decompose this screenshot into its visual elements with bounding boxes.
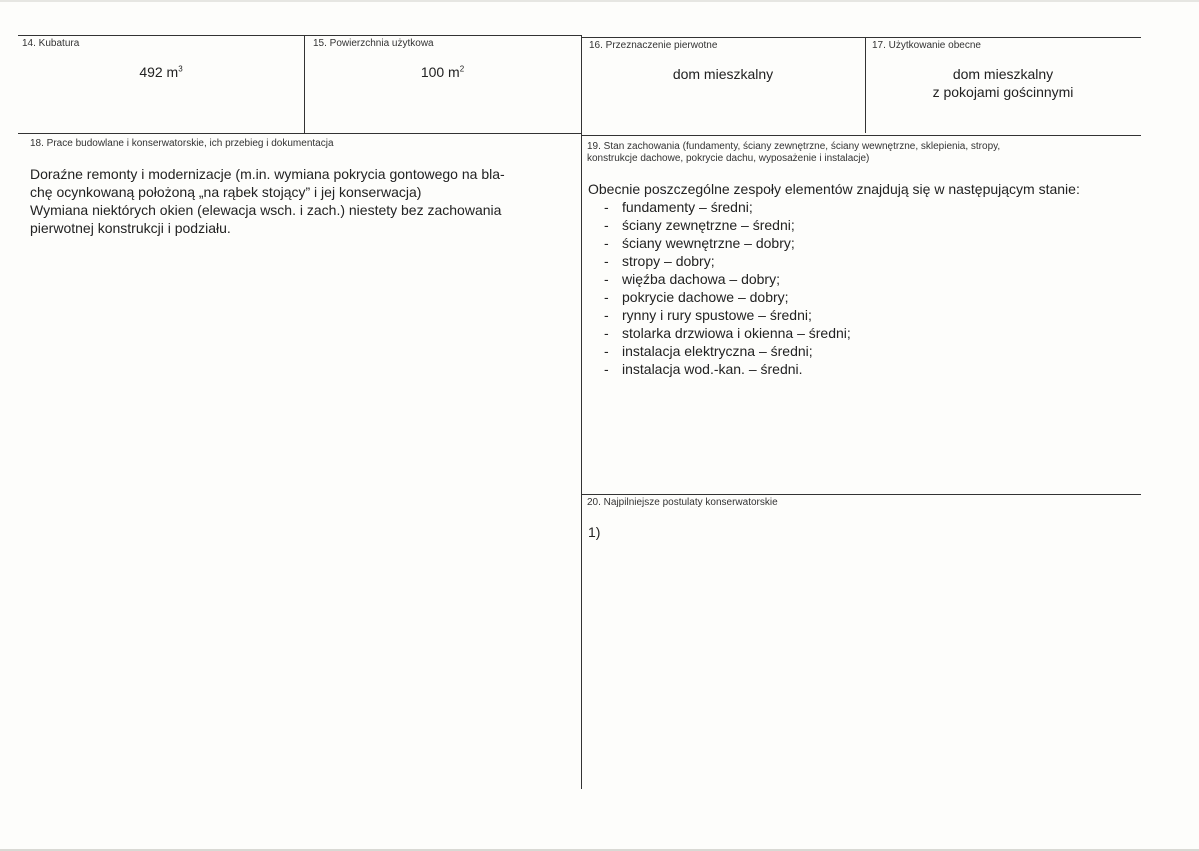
list-item-text: instalacja elektryczna – średni;	[622, 343, 813, 359]
kubatura-number: 492 m	[139, 64, 179, 80]
list-item-text: instalacja wod.-kan. – średni.	[622, 361, 803, 377]
list-item-text: stolarka drzwiowa i okienna – średni;	[622, 325, 851, 341]
divider-19-20	[581, 494, 1141, 495]
dash-bullet: -	[604, 289, 609, 305]
divider-main	[581, 35, 582, 789]
list-item	[600, 360, 851, 378]
prace-line: chę ocynkowaną położoną „na rąbek stojący” i jej konserwacja)	[30, 184, 422, 200]
prace-line: Doraźne remonty i modernizacje (m.in. wymiana pokrycia gontowego na bla-	[30, 166, 505, 182]
prace-budowlane-label: 18. Prace budowlane i konserwatorskie, ich przebieg i dokumentacja	[30, 138, 334, 149]
stan-zachowania-list	[600, 198, 851, 378]
top-border-left	[18, 35, 581, 36]
stan-zachowania-intro: Obecnie poszczególne zespoły elementów znajdują się w następującym stanie:	[588, 181, 1080, 197]
powierzchnia-label: 15. Powierzchnia użytkowa	[313, 38, 434, 49]
list-item	[600, 342, 851, 360]
dash-bullet: -	[604, 343, 609, 359]
list-item-text: ściany wewnętrzne – dobry;	[622, 235, 795, 251]
dash-bullet: -	[604, 361, 609, 377]
list-item-text: ściany zewnętrzne – średni;	[622, 217, 795, 233]
list-item	[600, 234, 851, 252]
dash-bullet: -	[604, 199, 609, 215]
list-item-text: więźba dachowa – dobry;	[622, 271, 780, 287]
uzytkowanie-value-line2: z pokojami gościnnymi	[932, 84, 1074, 100]
list-item	[600, 216, 851, 234]
prace-line: pierwotnej konstrukcji i podziału.	[30, 220, 231, 236]
prace-budowlane-text	[30, 165, 505, 237]
row-divider-right	[581, 135, 1141, 136]
list-item-text: pokrycie dachowe – dobry;	[622, 289, 789, 305]
list-item	[600, 198, 851, 216]
list-item-text: fundamenty – średni;	[622, 199, 753, 215]
top-border-right	[581, 37, 1141, 38]
dash-bullet: -	[604, 235, 609, 251]
postulaty-value: 1)	[588, 524, 601, 540]
dash-bullet: -	[604, 253, 609, 269]
list-item	[600, 288, 851, 306]
powierzchnia-unit-exponent: 2	[459, 64, 465, 74]
dash-bullet: -	[604, 271, 609, 287]
dash-bullet: -	[604, 217, 609, 233]
kubatura-label: 14. Kubatura	[22, 38, 80, 49]
powierzchnia-number: 100 m	[420, 64, 460, 80]
prace-line: Wymiana niektórych okien (elewacja wsch. i zach.) niestety bez zachowania	[30, 202, 502, 218]
list-item-text: rynny i rury spustowe – średni;	[622, 307, 812, 323]
powierzchnia-value	[304, 63, 581, 81]
uzytkowanie-value-line1: dom mieszkalny	[952, 66, 1054, 82]
postulaty-label: 20. Najpilniejsze postulaty konserwatorskie	[587, 497, 778, 508]
scan-top-edge	[0, 0, 1199, 2]
kubatura-unit-exponent: 3	[178, 64, 183, 74]
list-item	[600, 252, 851, 270]
stan-zachowania-label-1: 19. Stan zachowania (fundamenty, ściany zewnętrzne, ściany wewnętrzne, sklepienia, stropy,	[587, 141, 1001, 152]
list-item-text: stropy – dobry;	[622, 253, 715, 269]
stan-zachowania-label-2: konstrukcje dachowe, pokrycie dachu, wyposażenie i instalacje)	[587, 153, 870, 164]
row-divider-left	[18, 133, 581, 134]
dash-bullet: -	[604, 325, 609, 341]
divider-14-15	[304, 35, 305, 133]
list-item	[600, 306, 851, 324]
przeznaczenie-label: 16. Przeznaczenie pierwotne	[589, 40, 718, 51]
kubatura-value	[18, 63, 304, 81]
dash-bullet: -	[604, 307, 609, 323]
list-item	[600, 270, 851, 288]
list-item	[600, 324, 851, 342]
przeznaczenie-value: dom mieszkalny	[672, 66, 774, 82]
uzytkowanie-label: 17. Użytkowanie obecne	[872, 40, 981, 51]
